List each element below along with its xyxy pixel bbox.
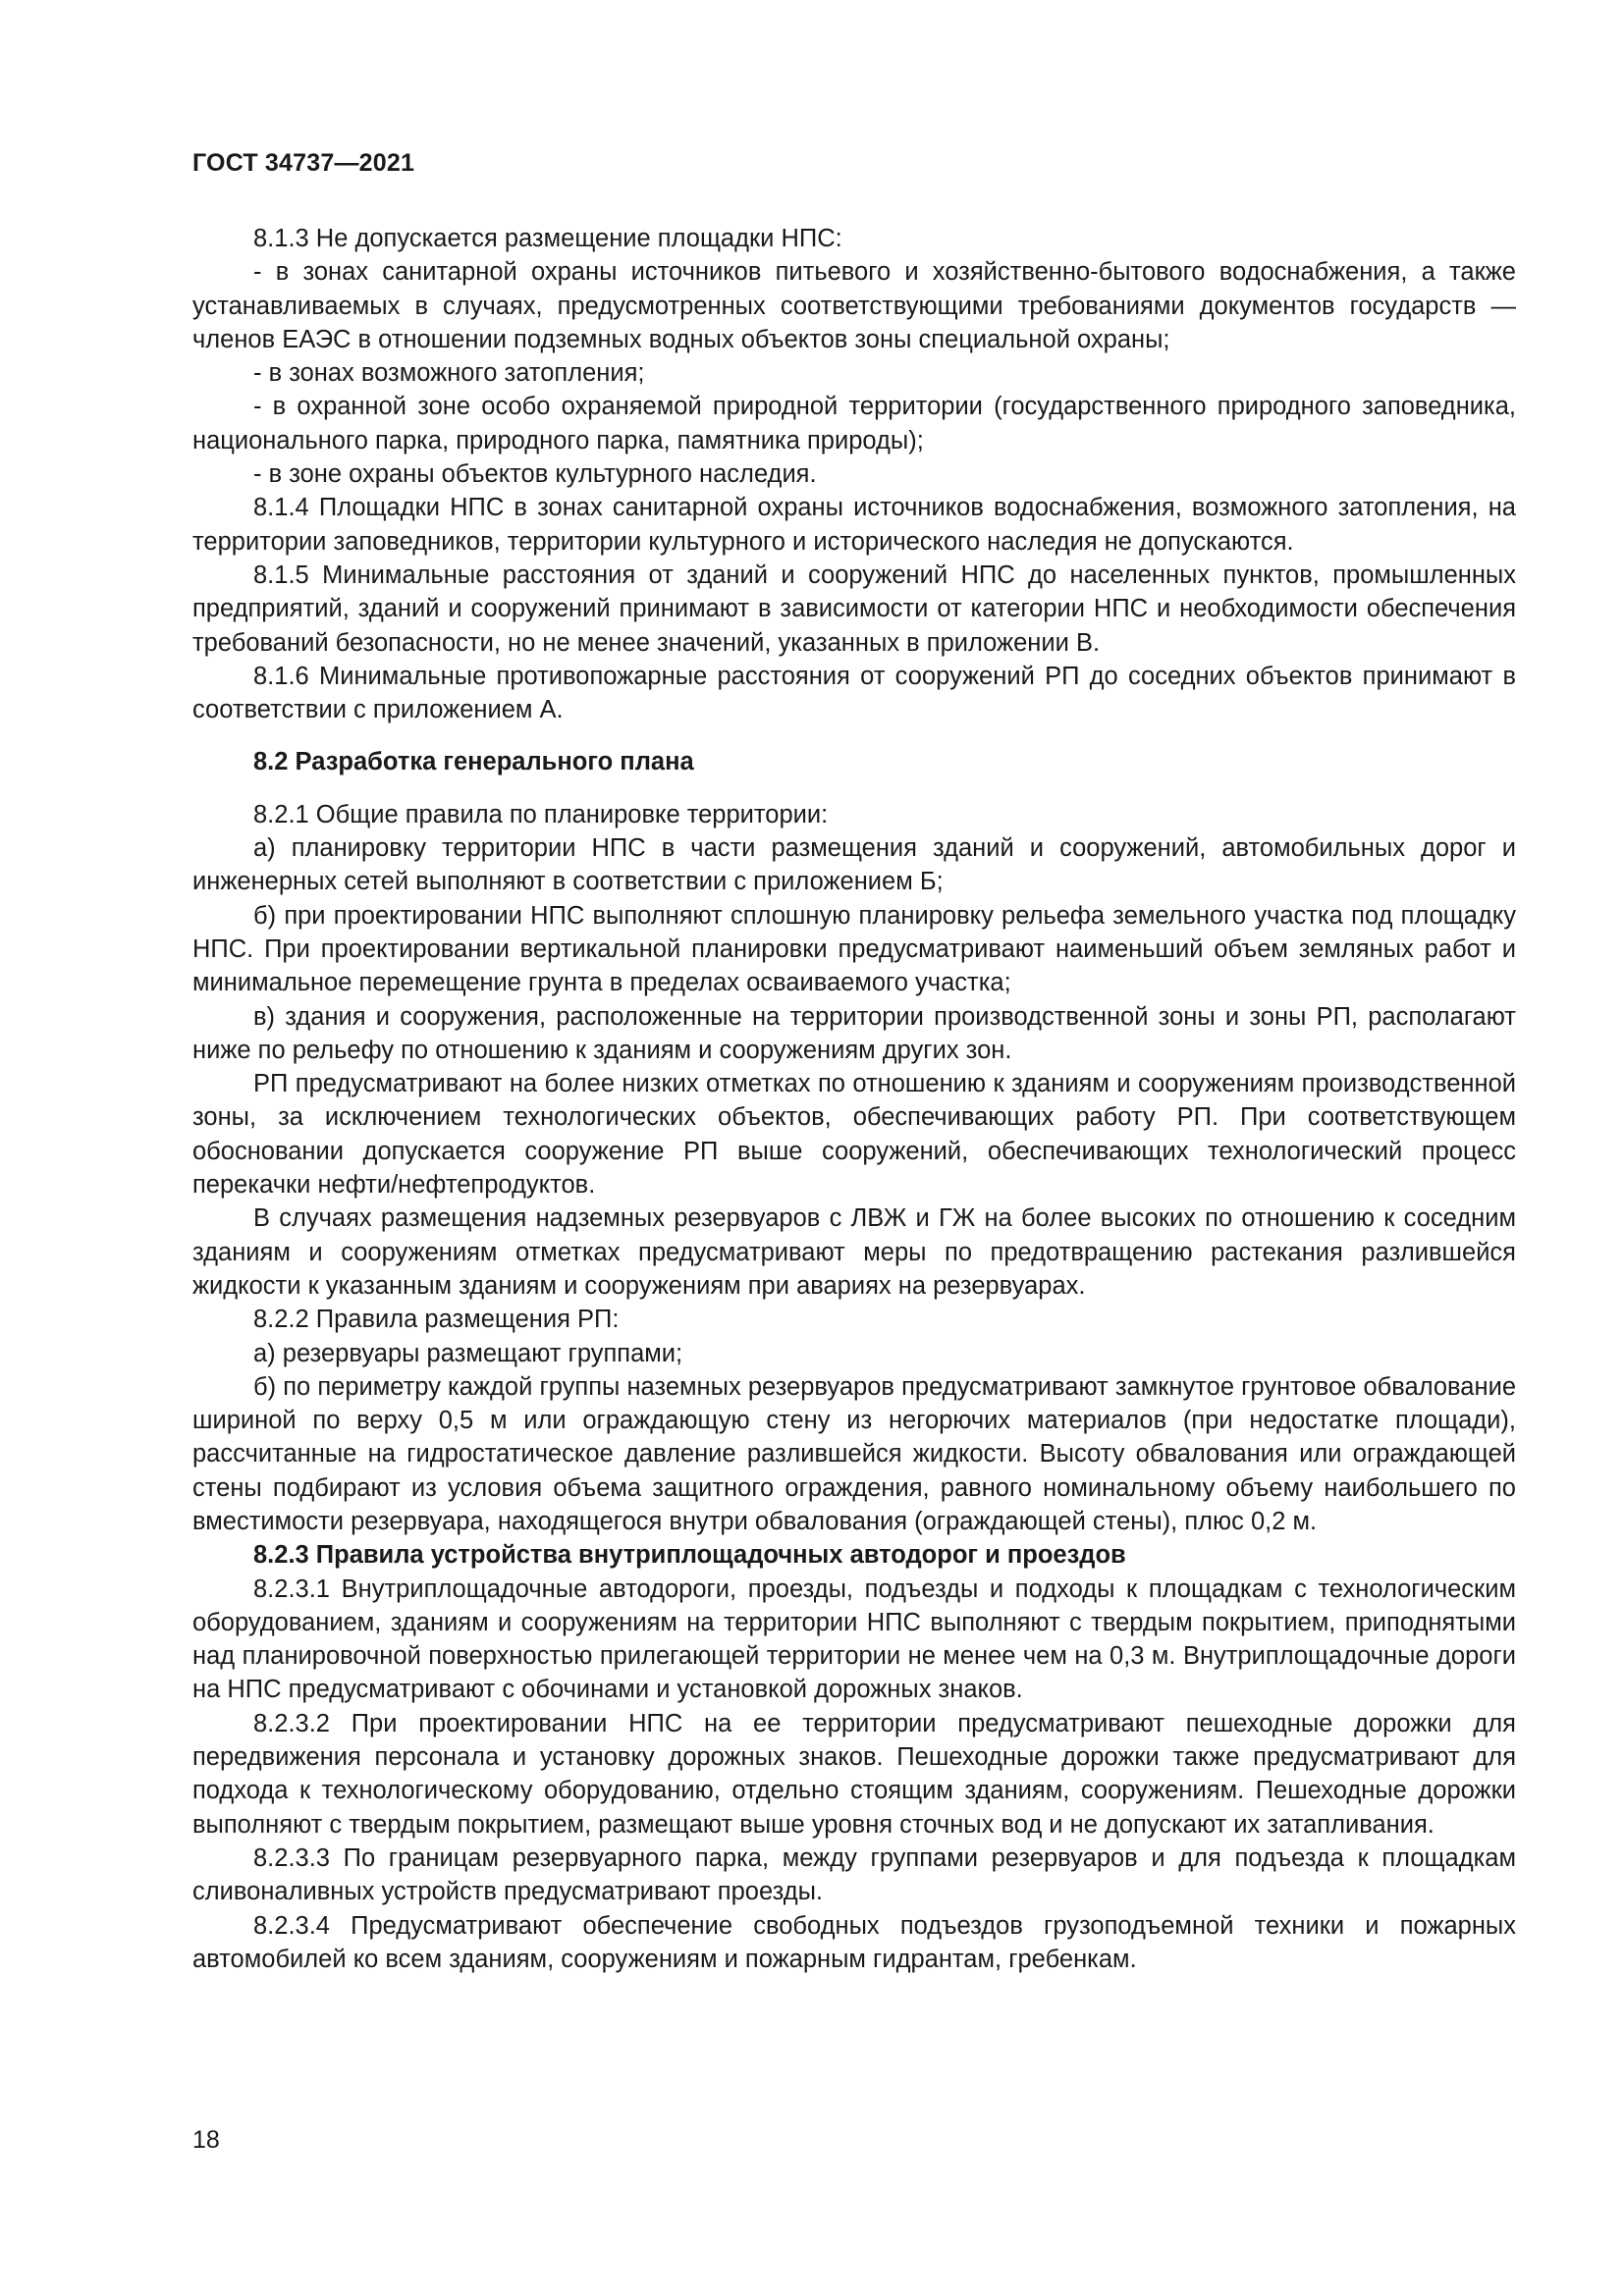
section-heading-8-2: 8.2 Разработка генерального плана [253,748,694,776]
clause-8-2-2: 8.2.2 Правила размещения РП: [253,1306,620,1334]
section-heading-8-2-3: 8.2.3 Правила устройства внутриплощадочных автодорог и проездов [253,1541,1126,1570]
list-item-protected-territory: - в охранной зоне особо охраняемой природной территории (государственного природного заповедника, национального парка, природного парка, памятника природы); [192,393,1516,454]
clause-8-1-6: 8.1.6 Минимальные противопожарные расстояния от сооружений РП до соседних объектов принимают в соответствии с приложением А. [192,662,1516,724]
clause-8-2-2-b: б) по периметру каждой группы наземных резервуаров предусматривают замкнутое грунтовое обвалование шириной по верху 0,5 м или ограждающую стену из негорючих материалов (при недостатке площади), рассчитанные на гидростатическое давление разлившейся жидкости. Высоту обвалования или ограждающей стены подбирают из условия объема защитного ограждения, равного номинальному объему наибольшего по вместимости резервуара, находящегося внутри обвалования (ограждающей стены), плюс 0,2 м. [192,1372,1516,1535]
clause-8-2-2-a: а) резервуары размещают группами; [253,1339,683,1367]
clause-8-1-5: 8.1.5 Минимальные расстояния от зданий и сооружений НПС до населенных пунктов, промышленных предприятий, зданий и сооружений принимают в зависимости от категории НПС и необходимости обеспечения требований безопасности, но не менее значений, указанных в приложении В. [192,561,1516,657]
paragraph-rp-placement: РП предусматривают на более низких отметках по отношению к зданиям и сооружениям производственной зоны, за исключением технологических объектов, обеспечивающих работу РП. При соответствующем обосновании допускается сооружение РП выше сооружений, обеспечивающих технологический процесс перекачки нефти/нефтепродуктов. [192,1070,1516,1200]
clause-8-2-1-a: а) планировку территории НПС в части размещения зданий и сооружений, автомобильных дорог и инженерных сетей выполняют в соответствии с приложением Б; [192,834,1516,896]
paragraph-overground-tanks: В случаях размещения надземных резервуаров с ЛВЖ и ГЖ на более высоких по отношению к соседним зданиям и сооружениям отметках предусматривают меры по предотвращению растекания разлившейся жидкости к указанным зданиям и сооружениям при авариях на резервуарах. [192,1204,1516,1300]
clause-8-2-3-4: 8.2.3.4 Предусматривают обеспечение свободных подъездов грузоподъемной техники и пожарных автомобилей ко всем зданиям, сооружениям и пожарным гидрантам, гребенкам. [192,1911,1516,1973]
clause-8-2-1: 8.2.1 Общие правила по планировке территории: [253,800,829,828]
page-number: 18 [192,2126,220,2154]
clause-8-1-3: 8.1.3 Не допускается размещение площадки НПС: [253,225,842,252]
document-body [192,222,1516,1976]
list-item-flood-zones: - в зонах возможного затопления; [253,359,645,388]
clause-8-2-1-b: б) при проектировании НПС выполняют сплошную планировку рельефа земельного участка под площадку НПС. При проектировании вертикальной планировки предусматривают наименьший объем земляных работ и минимальное перемещение грунта в пределах осваиваемого участка; [192,901,1516,997]
document-code-header: ГОСТ 34737—2021 [192,149,415,177]
clause-8-1-4: 8.1.4 Площадки НПС в зонах санитарной охраны источников водоснабжения, возможного затопления, на территории заповедников, территории культурного и исторического наследия не допускаются. [192,494,1516,556]
list-item-sanitary-zones: - в зонах санитарной охраны источников питьевого и хозяйственно-бытового водоснабжения, а также устанавливаемых в случаях, предусмотренных соответствующими требованиями документов государств — членов ЕАЭС в отношении подземных водных объектов зоны специальной охраны; [192,258,1516,353]
clause-8-2-3-2: 8.2.3.2 При проектировании НПС на ее территории предусматривают пешеходные дорожки для передвижения персонала и установку дорожных знаков. Пешеходные дорожки также предусматривают для подхода к технологическому оборудованию, отдельно стоящим зданиям, сооружениям. Пешеходные дорожки выполняют с твердым покрытием, размещают выше уровня сточных вод и не допускают их затапливания. [192,1709,1516,1839]
clause-8-2-3-3: 8.2.3.3 По границам резервуарного парка, между группами резервуаров и для подъезда к площадкам сливоналивных устройств предусматривают проезды. [192,1843,1516,1906]
clause-8-2-1-v: в) здания и сооружения, расположенные на территории производственной зоны и зоны РП, располагают ниже по рельефу по отношению к зданиям и сооружениям других зон. [192,1002,1516,1064]
list-item-cultural-heritage: - в зоне охраны объектов культурного наследия. [253,460,817,489]
clause-8-2-3-1: 8.2.3.1 Внутриплощадочные автодороги, проезды, подъезды и подходы к площадкам с технологическим оборудованием, зданиям и сооружениям на территории НПС выполняют с твердым покрытием, приподнятыми над планировочной поверхностью прилегающей территории не менее чем на 0,3 м. Внутриплощадочные дороги на НПС предусматривают с обочинами и установкой дорожных знаков. [192,1575,1516,1704]
